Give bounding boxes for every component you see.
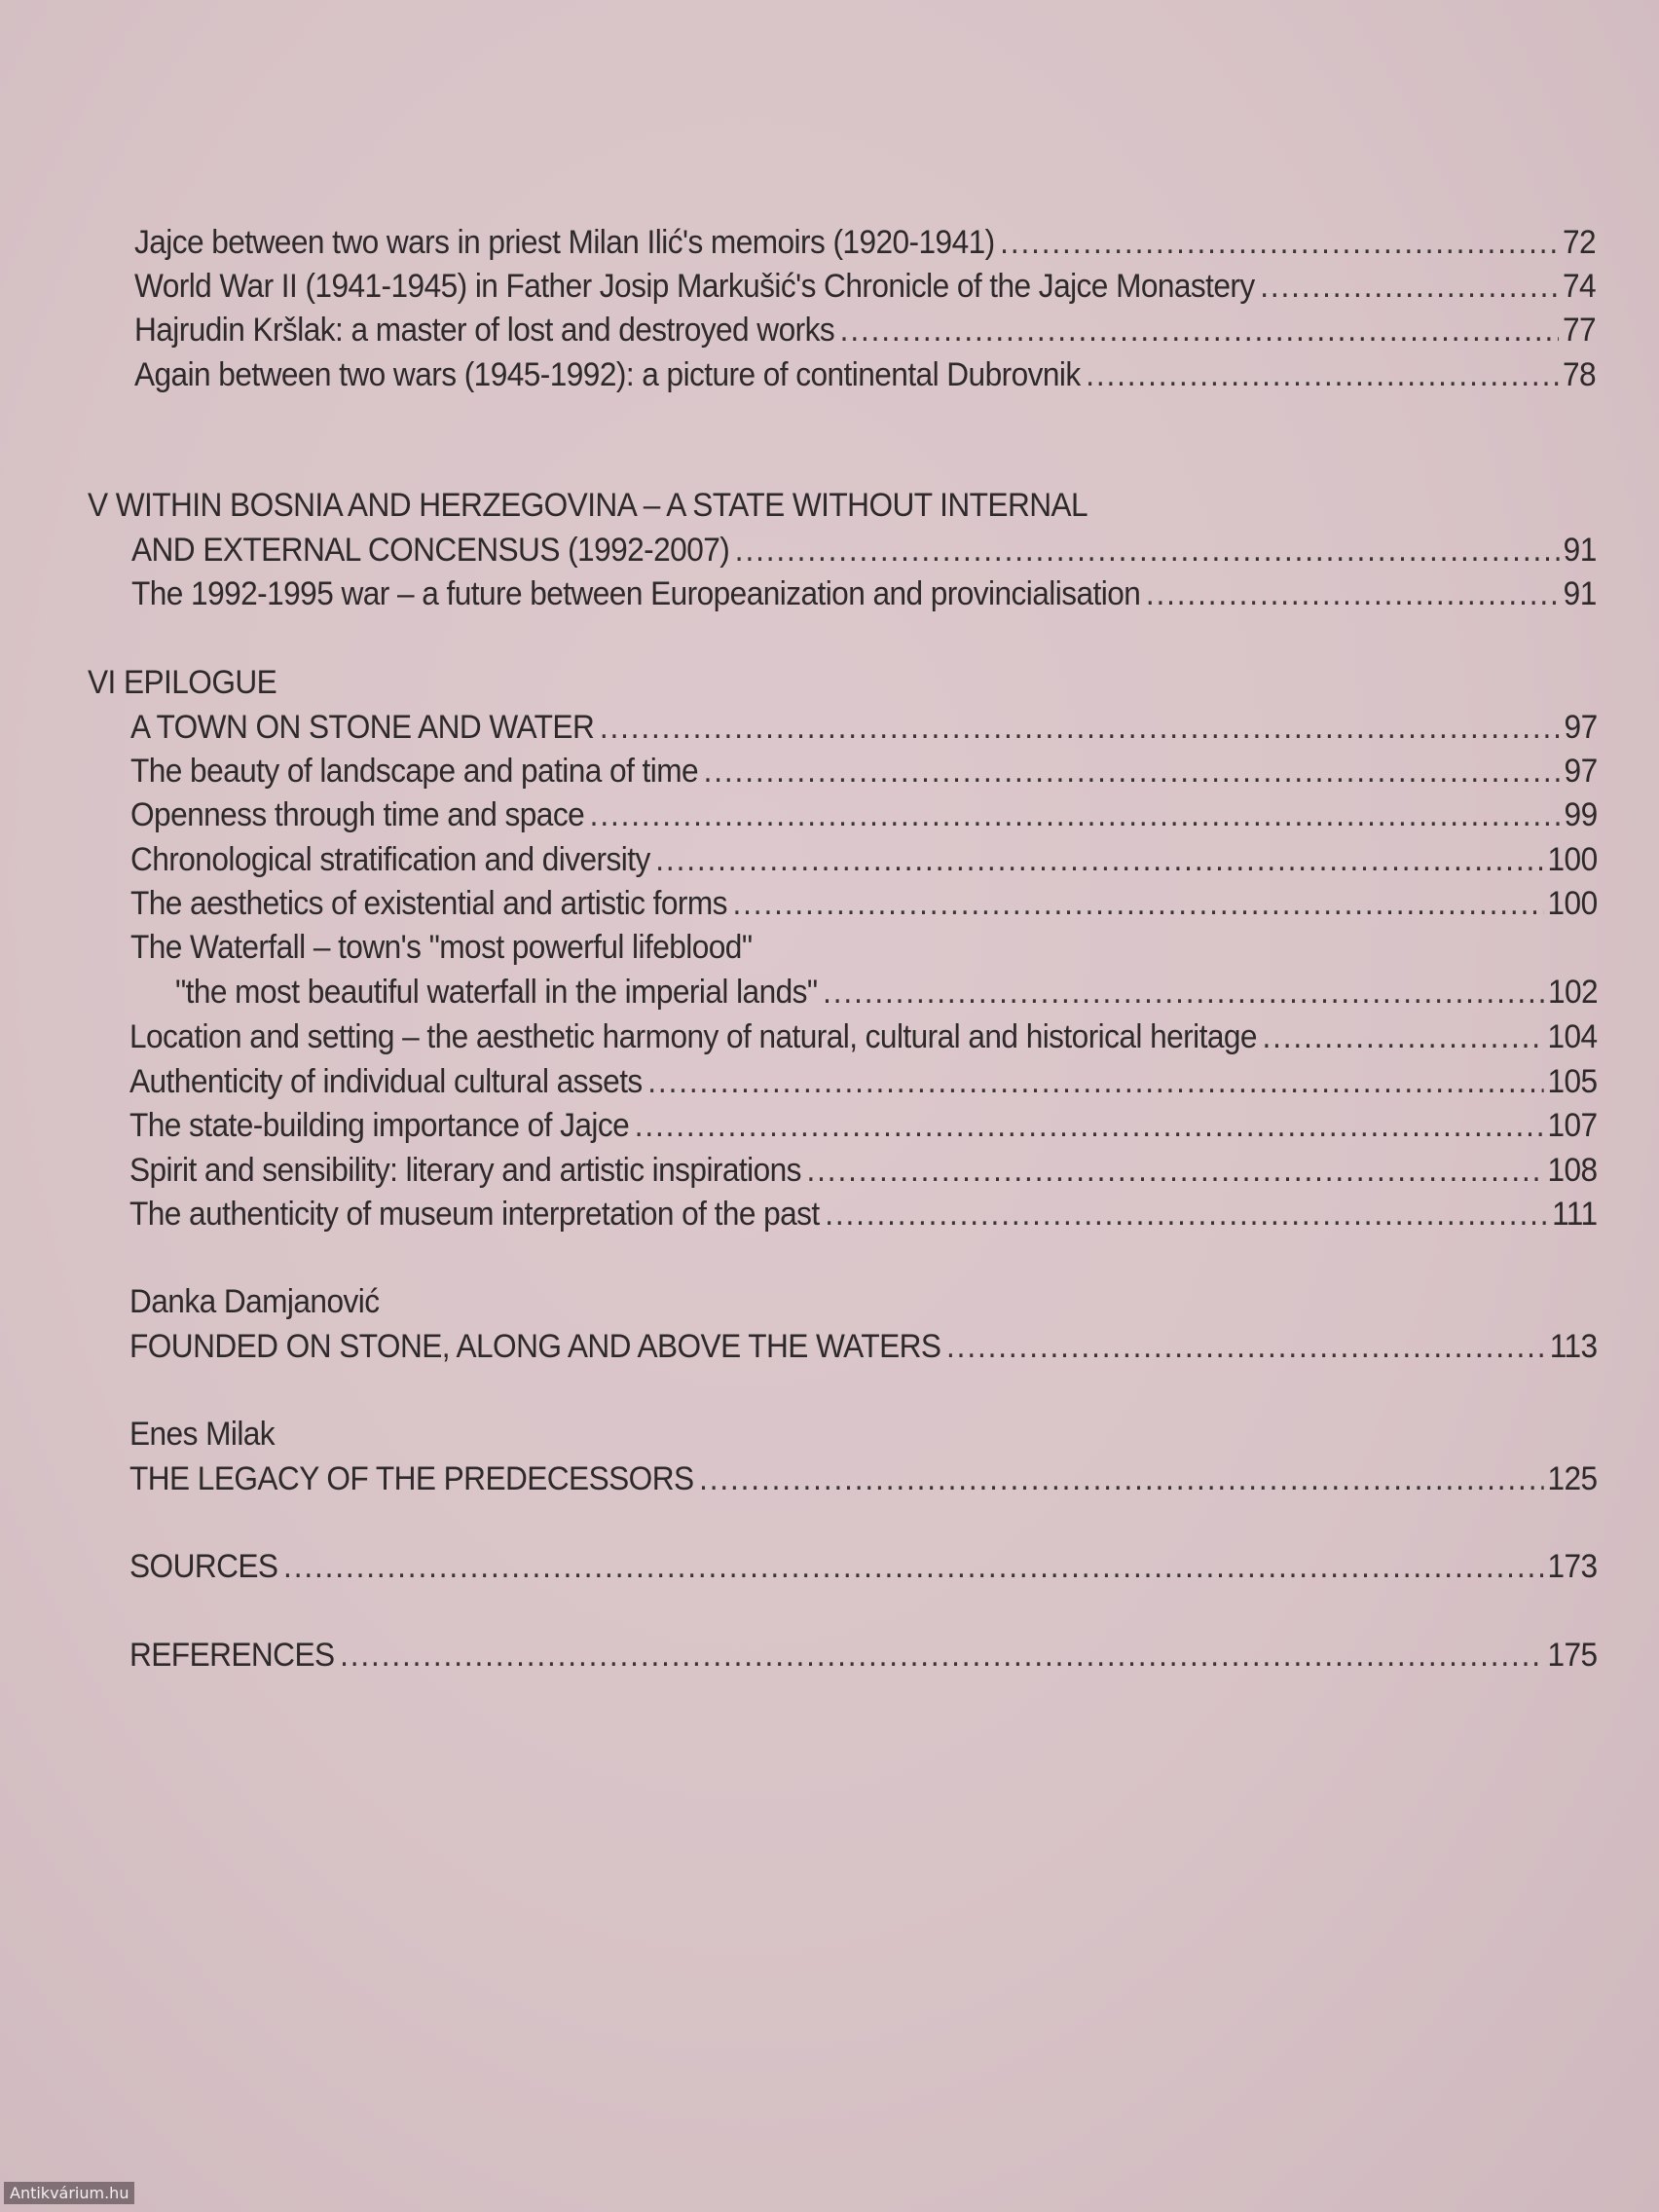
toc-entry-title: Openness through time and space: [130, 796, 585, 833]
author-name: Danka Damjanović: [129, 1283, 380, 1320]
section-heading-vi: VI EPILOGUE: [88, 664, 277, 701]
toc-entry: [129, 1328, 1598, 1366]
toc-entry-page: 111: [1552, 1196, 1598, 1233]
toc-entry: [134, 268, 1596, 306]
leader-dots: [699, 1460, 1544, 1498]
leader-dots: [1146, 575, 1560, 613]
toc-entry-page: 113: [1549, 1328, 1598, 1365]
toc-entry-page: 102: [1547, 974, 1599, 1011]
leader-dots: [735, 532, 1560, 570]
leader-dots: [340, 1637, 1544, 1675]
toc-entry-title: AND EXTERNAL CONCENSUS (1992-2007): [131, 532, 730, 569]
toc-entry-title: The aesthetics of existential and artistic forms: [130, 885, 727, 922]
toc-entry: [134, 312, 1596, 350]
toc-entry-title: The state-building importance of Jajce: [129, 1107, 630, 1144]
toc-entry-page: 97: [1564, 709, 1598, 746]
toc-entry: [129, 1460, 1598, 1498]
toc-entry: [129, 1152, 1598, 1190]
toc-entry-page: 91: [1563, 532, 1597, 569]
toc-entry: [175, 974, 1598, 1012]
toc-entry-page: 107: [1547, 1107, 1598, 1144]
toc-entry-page: 97: [1564, 753, 1598, 790]
leader-dots: [840, 312, 1560, 350]
toc-entry-title: REFERENCES: [129, 1637, 335, 1674]
leader-dots: [1260, 268, 1559, 306]
toc-entry-references: [129, 1637, 1598, 1675]
watermark: Antikvárium.hu: [4, 2182, 134, 2204]
toc-entry-page: 72: [1562, 224, 1597, 261]
leader-dots: [946, 1328, 1546, 1366]
toc-entry: [134, 224, 1596, 262]
leader-dots: [1086, 356, 1559, 394]
toc-entry-page: 91: [1563, 575, 1597, 612]
author-name: Enes Milak: [129, 1416, 276, 1453]
toc-entry-title: Chronological stratification and diversity: [130, 841, 650, 878]
toc-entry-title: Hajrudin Kršlak: a master of lost and destroyed works: [134, 312, 835, 349]
toc-entry-page: 173: [1547, 1548, 1598, 1585]
toc-entry-title: THE LEGACY OF THE PREDECESSORS: [129, 1460, 694, 1497]
toc-entry-title: SOURCES: [129, 1548, 278, 1585]
leader-dots: [647, 1063, 1543, 1101]
leader-dots: [600, 709, 1561, 747]
toc-entry-title: FOUNDED ON STONE, ALONG AND ABOVE THE WATERS: [129, 1328, 941, 1365]
toc-entry: [130, 709, 1598, 747]
toc-entry-page: 125: [1547, 1460, 1598, 1497]
toc-entry-page: 105: [1547, 1063, 1598, 1100]
toc-entry-title: Jajce between two wars in priest Milan Ilić's memoirs (1920-1941): [134, 224, 995, 261]
toc-entry-page: 108: [1547, 1152, 1598, 1189]
toc-entry: [130, 885, 1598, 923]
leader-dots: [807, 1152, 1544, 1190]
toc-entry-page: 175: [1547, 1637, 1598, 1674]
section-heading-v: V WITHIN BOSNIA AND HERZEGOVINA – A STATE WITHOUT INTERNAL: [88, 487, 1088, 524]
toc-entry: [131, 575, 1597, 613]
leader-dots: [1262, 1018, 1543, 1056]
leader-dots: [655, 841, 1544, 879]
toc-entry: [130, 753, 1598, 791]
toc-entry-page: 100: [1547, 841, 1598, 878]
leader-dots: [704, 753, 1561, 791]
toc-entry: [129, 1107, 1598, 1145]
toc-entry-page: 78: [1562, 356, 1597, 393]
toc-entry: [131, 532, 1597, 570]
toc-entry-title: The Waterfall – town's "most powerful lifeblood": [130, 929, 753, 966]
leader-dots: [590, 796, 1561, 834]
toc-entry-page: 74: [1562, 268, 1597, 305]
toc-entry-page: 77: [1562, 312, 1597, 349]
toc-entry-title: Again between two wars (1945-1992): a picture of continental Dubrovnik: [134, 356, 1081, 393]
toc-entry-title: Location and setting – the aesthetic harmony of natural, cultural and historical heritage: [129, 1018, 1257, 1055]
leader-dots: [283, 1548, 1544, 1586]
toc-entry-page: 100: [1547, 885, 1598, 922]
toc-entry-title: World War II (1941-1945) in Father Josip Markušić's Chronicle of the Jajce Monastery: [134, 268, 1255, 305]
toc-entry-title: A TOWN ON STONE AND WATER: [130, 709, 595, 746]
toc-entry: [134, 356, 1596, 394]
toc-entry-title: The 1992-1995 war – a future between Europeanization and provincialisation: [131, 575, 1141, 612]
leader-dots: [825, 1196, 1548, 1234]
toc-entry-page: 104: [1547, 1018, 1598, 1055]
toc-entry-title: "the most beautiful waterfall in the imperial lands": [175, 974, 818, 1011]
leader-dots: [635, 1107, 1544, 1145]
toc-entry: [129, 1196, 1598, 1234]
toc-entry-title: Spirit and sensibility: literary and artistic inspirations: [129, 1152, 801, 1189]
leader-dots: [1000, 224, 1559, 262]
toc-entry-page: 99: [1564, 796, 1598, 833]
toc-entry: [130, 796, 1598, 834]
leader-dots: [823, 974, 1544, 1012]
toc-entry-sources: [129, 1548, 1598, 1586]
toc-entry-title: The beauty of landscape and patina of time: [130, 753, 699, 790]
toc-entry: [129, 1063, 1598, 1101]
leader-dots: [733, 885, 1544, 923]
toc-entry: [130, 841, 1598, 879]
toc-entry-title: The authenticity of museum interpretation of the past: [129, 1196, 820, 1233]
toc-entry: [129, 1018, 1598, 1056]
toc-entry-title: Authenticity of individual cultural assets: [129, 1063, 643, 1100]
